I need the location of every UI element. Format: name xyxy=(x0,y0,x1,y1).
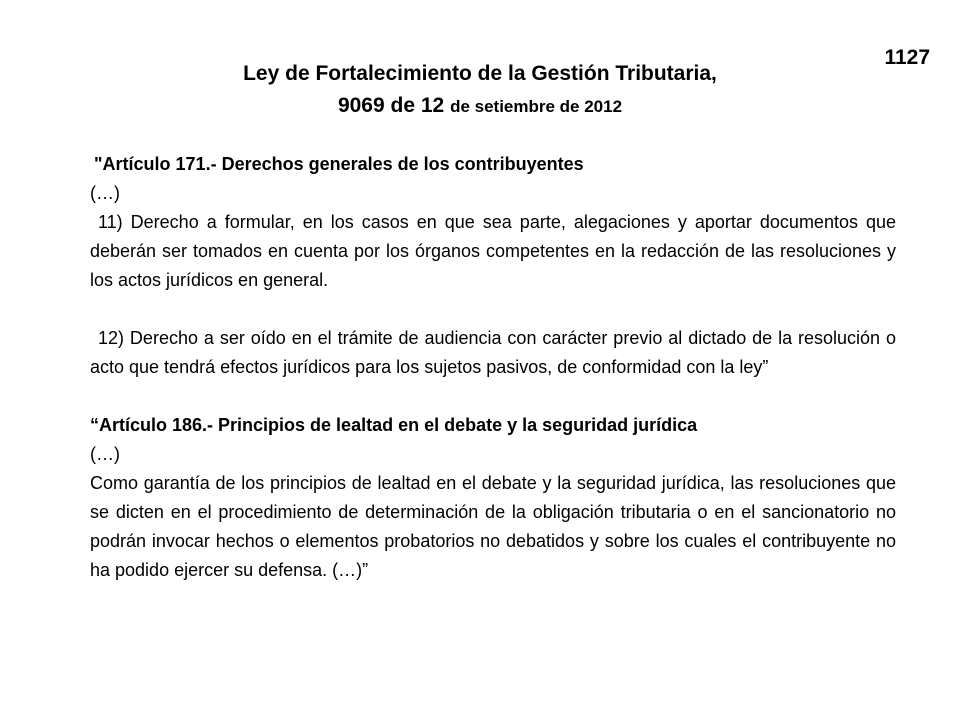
spacer xyxy=(90,295,896,324)
article-186-heading: “Artículo 186.- Principios de lealtad en el debate y la seguridad jurídica xyxy=(90,415,698,435)
document-title xyxy=(0,58,960,123)
article-186-text: Como garantía de los principios de lealtad en el debate y la seguridad jurídica, las resoluciones que se dicten en el procedimiento de determinación de la obligación tributaria o en el sancionatorio no podrán invocar hechos o elementos probatorios no debatidos y sobre los cuales el contribuyente no ha podido ejercer su defensa. (…)” xyxy=(90,473,896,580)
law-date-text: de setiembre de 2012 xyxy=(450,97,623,116)
title-line-1: Ley de Fortalecimiento de la Gestión Tributaria, xyxy=(243,62,717,85)
law-number-date: 9069 de 12 xyxy=(337,94,445,117)
page-number: 1127 xyxy=(884,46,930,69)
article-171-item-11: 11) Derecho a formular, en los casos en que sea parte, alegaciones y aportar documentos que deberán ser tomados en cuenta por los órganos competentes en la redacción de las resoluciones y los actos jurídicos en general. xyxy=(90,212,896,290)
article-171-heading: "Artículo 171.- Derechos generales de los contribuyentes xyxy=(94,154,584,174)
article-186-ellipsis: (…) xyxy=(90,444,120,464)
document-body xyxy=(90,150,896,585)
spacer xyxy=(90,382,896,411)
title-line-2 xyxy=(0,90,960,123)
article-171-item-12: 12) Derecho a ser oído en el trámite de audiencia con carácter previo al dictado de la resolución o acto que tendrá efectos jurídicos para los sujetos pasivos, de conformidad con la ley” xyxy=(90,328,896,377)
article-171-ellipsis: (…) xyxy=(90,183,120,203)
